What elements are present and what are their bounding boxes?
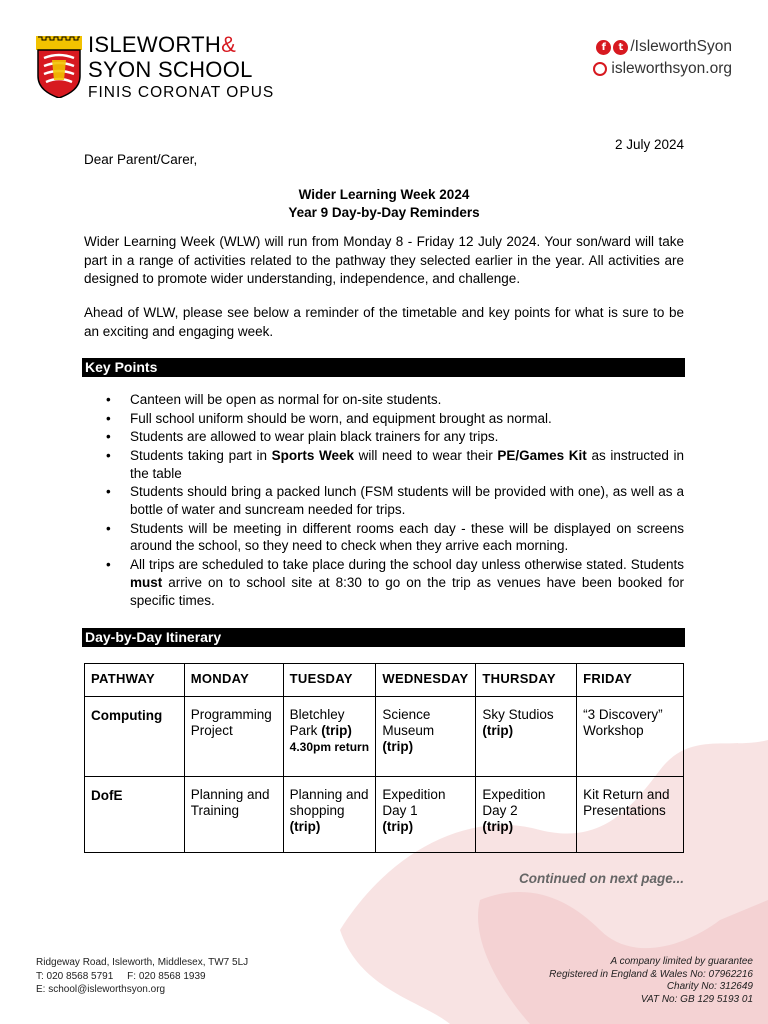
itinerary-heading: Day-by-Day Itinerary [82,628,685,647]
school-motto: FINIS CORONAT OPUS [88,84,275,101]
bullet-icon: • [106,429,111,445]
table-cell: Planning and Training [184,777,283,853]
column-header: TUESDAY [283,664,376,697]
pathway-cell: Computing [85,697,185,777]
key-points-heading: Key Points [82,358,685,377]
list-item: • All trips are scheduled to take place during the school day unless otherwise stated. Students must arrive on to school site at 8:30 to go on the trip as venues have been booked for specific times. [106,556,684,608]
letterhead [0,0,768,110]
table-cell: Science Museum (trip) [376,697,476,777]
footer-address: Ridgeway Road, Isleworth, Middlesex, TW7 5LJ T: 020 8568 5791 F: 020 8568 1939 E: school@isleworthsyon.org [36,957,249,995]
table-cell: Expedition Day 1 (trip) [376,777,476,853]
bullet-icon: • [106,556,111,572]
list-item: • Students will be meeting in different rooms each day - these will be displayed on screens around the school, so they need to check when they arrive each morning. [106,520,684,554]
list-item: • Students are allowed to wear plain black trainers for any trips. [106,429,499,445]
column-header: PATHWAY [85,664,185,697]
table-cell: Programming Project [184,697,283,777]
email-link[interactable]: E: school@isleworthsyon.org [36,984,166,995]
table-cell: Expedition Day 2 (trip) [476,777,577,853]
itinerary-table [84,663,684,853]
school-crest-logo [36,36,82,98]
reminder-paragraph: Ahead of WLW, please see below a reminder of the timetable and key points for what is sure to be an exciting and engaging week. [84,305,684,339]
bullet-icon: • [106,392,111,407]
list-item: • Canteen will be open as normal for on-site students. [106,392,442,407]
bullet-icon: • [106,410,111,426]
bullet-icon: • [106,447,111,463]
letter-title: Wider Learning Week 2024 Year 9 Day-by-Day Reminders [288,187,480,220]
salutation: Dear Parent/Carer, [84,152,198,167]
letter-date: 2 July 2024 [614,137,684,152]
school-name: ISLEWORTH& SYON SCHOOL FINIS CORONAT OPUS [88,32,275,101]
list-item: • Full school uniform should be worn, and equipment brought as normal. [106,410,552,426]
column-header: THURSDAY [476,664,577,697]
column-header: MONDAY [184,664,283,697]
list-item: • Students should bring a packed lunch (FSM students will be provided with one), as well as a bottle of water and suncream needed for trips. [106,484,684,517]
intro-paragraph: Wider Learning Week (WLW) will run from Monday 8 - Friday 12 July 2024. Your son/ward will take part in a range of activities related to the pathway they selected earlier in the year. All activities are designed to promote wider understanding, independence, and challenge. [84,234,684,286]
social-handle[interactable]: /IsleworthSyon [630,38,732,55]
table-header-row [85,664,684,697]
table-cell: Bletchley Park (trip) 4.30pm return [283,697,376,777]
facebook-icon: f [596,40,611,55]
table-cell: Sky Studios (trip) [476,697,577,777]
bullet-icon: • [106,484,111,500]
table-row [85,697,684,777]
bullet-icon: • [106,520,111,536]
website-link[interactable]: isleworthsyon.org [611,60,732,77]
list-item: • Students taking part in Sports Week will need to wear their PE/Games Kit as instructed in the table [106,447,684,481]
key-points-list [84,391,684,610]
table-cell: Kit Return and Presentations [577,777,684,853]
table-cell: “3 Discovery” Workshop [577,697,684,777]
globe-icon [593,62,607,76]
table-row [85,777,684,853]
contact-info [593,36,732,80]
column-header: WEDNESDAY [376,664,476,697]
twitter-icon: t [613,40,628,55]
column-header: FRIDAY [577,664,684,697]
table-cell: Planning and shopping (trip) [283,777,376,853]
continued-note: Continued on next page... [519,871,684,886]
footer-company-info: A company limited by guarantee Registered in England & Wales No: 07962216 Charity No: 312649 VAT No: GB 129 5193 01 [549,956,753,1005]
pathway-cell: DofE [85,777,185,853]
